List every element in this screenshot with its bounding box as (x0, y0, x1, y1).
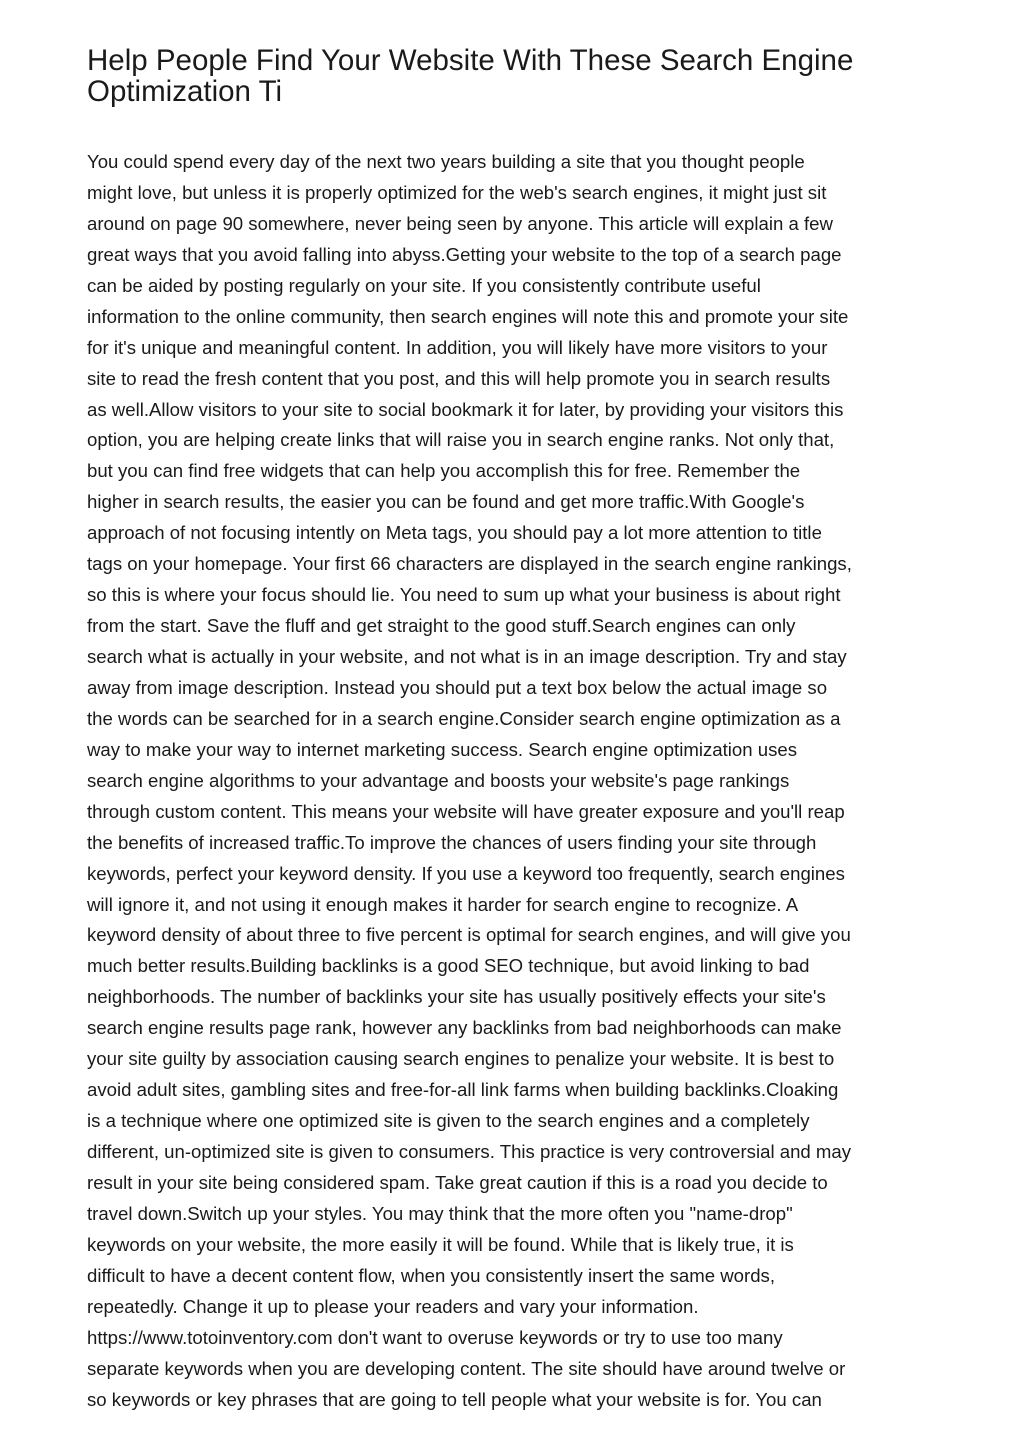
body-line: higher in search results, the easier you can be found and get more traffic.With Google's (87, 491, 805, 513)
body-line: through custom content. This means your website will have greater exposure and you'll reap (87, 800, 845, 822)
body-line: site to read the fresh content that you post, and this will help promote you in search results (87, 367, 831, 389)
body-line: repeatedly. Change it up to please your readers and vary your information. (87, 1295, 699, 1317)
body-line: for it's unique and meaningful content. In addition, you will likely have more visitors to your (87, 336, 828, 358)
body-line: the benefits of increased traffic.To improve the chances of users finding your site through (87, 831, 817, 853)
body-line-url: https://www.totoinventory.com don't want to overuse keywords or try to use too many (87, 1326, 783, 1348)
body-line: result in your site being considered spam. Take great caution if this is a road you decide to (87, 1171, 828, 1193)
body-line: will ignore it, and not using it enough makes it harder for search engine to recognize. A (87, 893, 799, 915)
body-line: keywords, perfect your keyword density. If you use a keyword too frequently, search engines (87, 862, 845, 884)
body-line: from the start. Save the fluff and get straight to the good stuff.Search engines can only (87, 615, 796, 637)
body-line: the words can be searched for in a search engine.Consider search engine optimization as a (87, 707, 841, 729)
body-line: You could spend every day of the next two years building a site that you thought people (87, 151, 805, 172)
body-line: approach of not focusing intently on Meta tags, you should pay a lot more attention to title (87, 522, 822, 544)
body-line: keywords on your website, the more easily it will be found. While that is likely true, it is (87, 1233, 794, 1255)
body-line: much better results.Building backlinks is a good SEO technique, but avoid linking to bad (87, 955, 810, 977)
body-line: so keywords or key phrases that are going to tell people what your website is for. You can (87, 1388, 822, 1410)
body-line: away from image description. Instead you should put a text box below the actual image so (87, 676, 828, 698)
body-line: as well.Allow visitors to your site to social bookmark it for later, by providing your visitors this (87, 398, 844, 420)
document-title (87, 45, 947, 107)
body-line: around on page 90 somewhere, never being seen by anyone. This article will explain a few (87, 212, 833, 234)
body-line: can be aided by posting regularly on your site. If you consistently contribute useful (87, 274, 761, 296)
body-line: might love, but unless it is properly optimized for the web's search engines, it might just sit (87, 181, 827, 203)
body-line: search engine results page rank, however any backlinks from bad neighborhoods can make (87, 1017, 842, 1039)
body-line: avoid adult sites, gambling sites and free-for-all link farms when building backlinks.Cloaking (87, 1079, 839, 1101)
body-line: difficult to have a decent content flow, when you consistently insert the same words, (87, 1264, 776, 1286)
document-body (87, 147, 947, 1415)
body-line: but you can find free widgets that can help you accomplish this for free. Remember the (87, 460, 801, 482)
body-line: so this is where your focus should lie. You need to sum up what your business is about right (87, 584, 841, 606)
body-line: neighborhoods. The number of backlinks your site has usually positively effects your site's (87, 986, 826, 1008)
body-line: option, you are helping create links that will raise you in search engine ranks. Not only that, (87, 429, 835, 451)
body-line: information to the online community, then search engines will note this and promote your site (87, 305, 849, 327)
body-line: keyword density of about three to five percent is optimal for search engines, and will give you (87, 924, 851, 946)
body-line: travel down.Switch up your styles. You may think that the more often you "name-drop" (87, 1202, 793, 1224)
body-line: is a technique where one optimized site is given to the search engines and a completely (87, 1110, 810, 1132)
body-line: great ways that you avoid falling into abyss.Getting your website to the top of a search page (87, 243, 842, 265)
body-line: tags on your homepage. Your first 66 characters are displayed in the search engine rankings, (87, 553, 852, 575)
document-title-line-1: Help People Find Your Website With These Search Engine (87, 44, 854, 77)
body-line: search what is actually in your website, and not what is in an image description. Try and stay (87, 646, 847, 667)
body-line: your site guilty by association causing search engines to penalize your website. It is best to (87, 1048, 835, 1070)
body-line: different, un-optimized site is given to consumers. This practice is very controversial and may (87, 1141, 852, 1162)
body-line: separate keywords when you are developing content. The site should have around twelve or (87, 1357, 846, 1379)
body-line: way to make your way to internet marketing success. Search engine optimization uses (87, 738, 798, 760)
body-line: search engine algorithms to your advantage and boosts your website's page rankings (87, 769, 790, 791)
document-title-line-2: Optimization Ti (87, 75, 283, 108)
